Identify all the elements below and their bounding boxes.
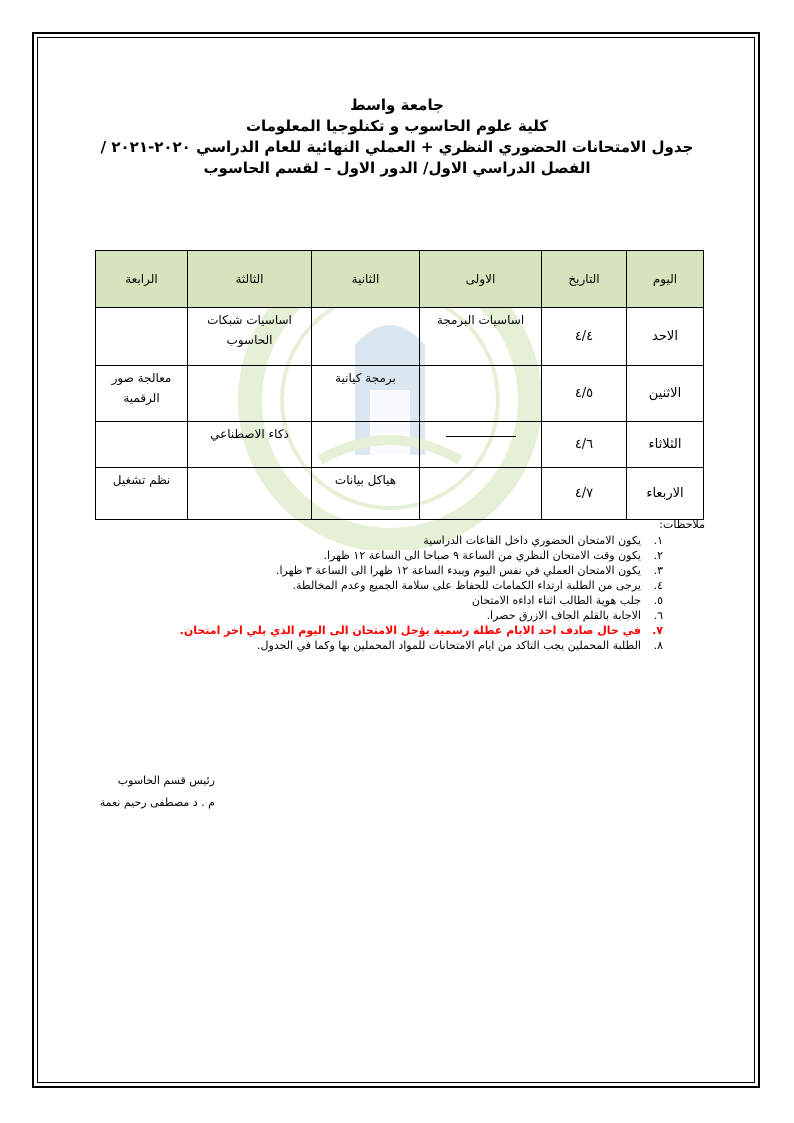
- list-item: ٨.الطلبة المحملين يجب التاكد من ايام الامتحانات للمواد المحملين بها وكما في الجدول.: [257, 639, 663, 652]
- list-item: ٥.جلب هوية الطالب اثناء اداءه الامتحان: [471, 594, 663, 607]
- first-exam-cell: [420, 468, 542, 520]
- list-item-highlighted: ٧.في حال صادف احد الايام عطلة رسمية يؤجل الامتحان الى اليوم الذي يلي اخر امتحان.: [179, 624, 663, 637]
- day-cell: الاربعاء: [627, 468, 704, 520]
- schedule-title: جدول الامتحانات الحضوري النظري + العملي النهائية للعام الدراسي ٢٠٢٠-٢٠٢١ /: [100, 138, 694, 156]
- no-exam-dash: [446, 436, 516, 437]
- table-row: [96, 366, 704, 422]
- university-name: جامعة واسط: [350, 96, 444, 114]
- document-header: [60, 95, 734, 179]
- second-exam-cell: برمجة كيانية: [312, 366, 420, 422]
- list-item: ١.يكون الامتحان الحضوري داخل القاعات الدراسية: [423, 534, 663, 547]
- header-date: التاريخ: [542, 251, 627, 308]
- header-first: الاولى: [420, 251, 542, 308]
- third-exam-cell: ذكاء الاصطناعي: [188, 422, 312, 468]
- signature-title: رئيس قسم الحاسوب: [117, 774, 215, 787]
- signature-block: [95, 770, 215, 814]
- date-cell: ٤/٥: [542, 366, 627, 422]
- list-item: ٦.الاجابة بالقلم الجاف الازرق حصرا.: [486, 609, 663, 622]
- list-item: ٤.يرجى من الطلبة ارتداء الكمامات للحفاظ على سلامة الجميع وعدم المخالطة.: [292, 579, 663, 592]
- day-cell: الاحد: [627, 308, 704, 366]
- third-exam-cell: اساسيات شبكات الحاسوب: [188, 308, 312, 366]
- table-row: [96, 422, 704, 468]
- semester-info: الفصل الدراسي الاول/ الدور الاول – لقسم الحاسوب: [203, 159, 591, 177]
- notes-title: ملاحظات:: [659, 518, 705, 531]
- first-exam-cell: [420, 422, 542, 468]
- notes-section: [179, 518, 705, 653]
- second-exam-cell: [312, 422, 420, 468]
- first-exam-cell: اساسيات البرمجة: [420, 308, 542, 366]
- list-item: ٣.يكون الامتحان العملي في نفس اليوم ويبدء الساعة ١٢ ظهرا الى الساعة ٣ ظهرا.: [275, 564, 663, 577]
- date-cell: ٤/٧: [542, 468, 627, 520]
- date-cell: ٤/٤: [542, 308, 627, 366]
- fourth-exam-cell: [96, 308, 188, 366]
- exam-schedule-table: [95, 250, 704, 520]
- second-exam-cell: [312, 308, 420, 366]
- header-fourth: الرابعة: [96, 251, 188, 308]
- signature-name: م . د مصطفى رحيم نعمة: [99, 796, 215, 809]
- fourth-exam-cell: نظم تشغيل: [96, 468, 188, 520]
- third-exam-cell: [188, 366, 312, 422]
- first-exam-cell: [420, 366, 542, 422]
- date-cell: ٤/٦: [542, 422, 627, 468]
- header-day: اليوم: [627, 251, 704, 308]
- fourth-exam-cell: [96, 422, 188, 468]
- header-second: الثانية: [312, 251, 420, 308]
- header-third: الثالثة: [188, 251, 312, 308]
- second-exam-cell: هياكل بيانات: [312, 468, 420, 520]
- day-cell: الثلاثاء: [627, 422, 704, 468]
- table-row: [96, 468, 704, 520]
- list-item: ٢.يكون وقت الامتحان النظري من الساعة ٩ صباحا الى الساعة ١٢ ظهرا.: [323, 549, 663, 562]
- day-cell: الاثنين: [627, 366, 704, 422]
- notes-list: [179, 533, 705, 653]
- table-row: [96, 308, 704, 366]
- third-exam-cell: [188, 468, 312, 520]
- table-header-row: [96, 251, 704, 308]
- college-name: كلية علوم الحاسوب و تكنلوجيا المعلومات: [245, 117, 549, 135]
- fourth-exam-cell: معالجة صور الرقمية: [96, 366, 188, 422]
